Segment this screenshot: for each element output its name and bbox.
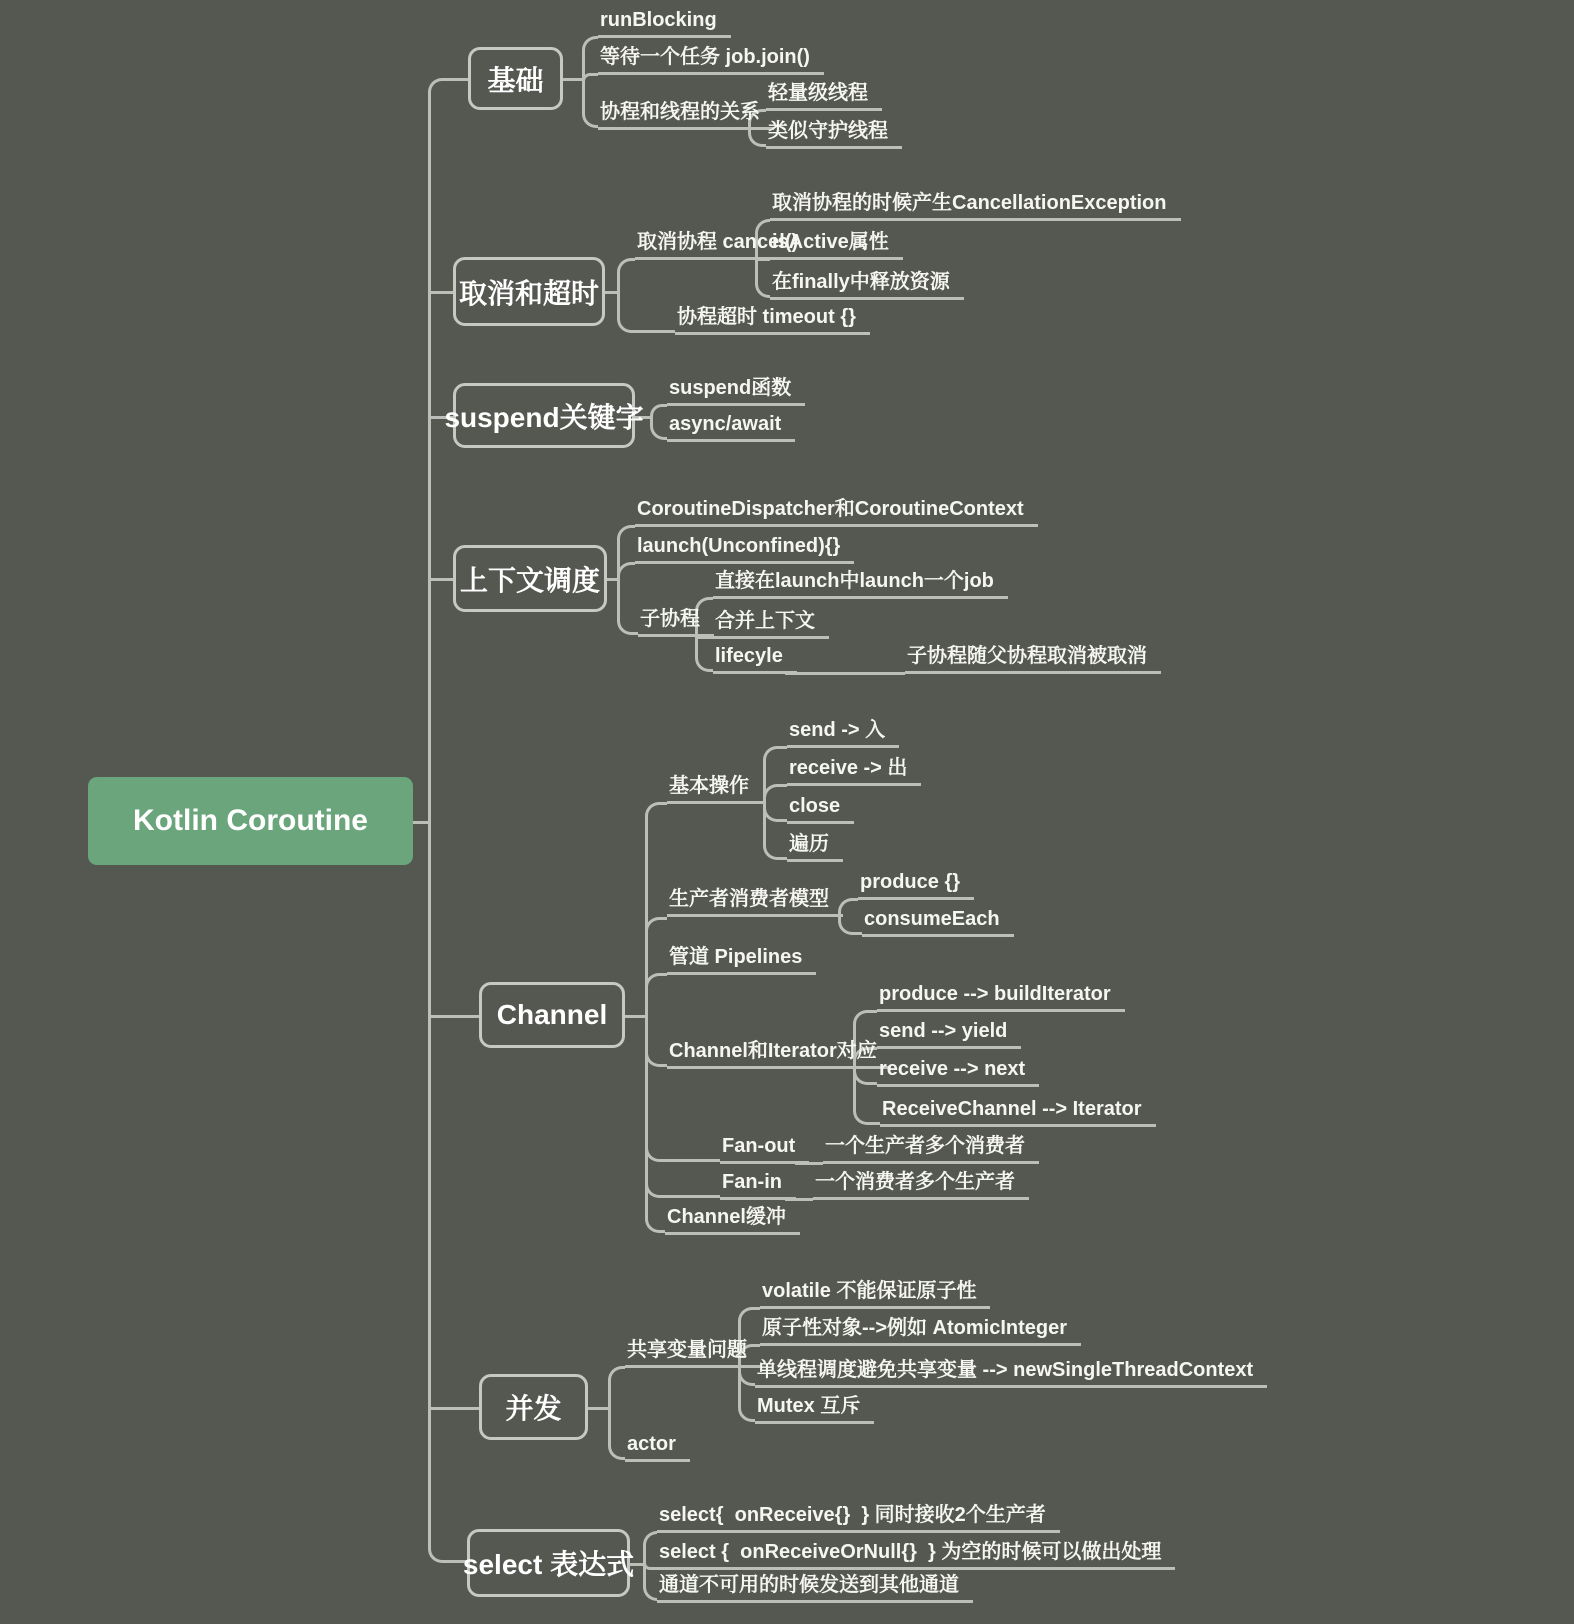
branch-cancel-timeout[interactable]: 取消和超时 xyxy=(453,257,605,326)
connector-line xyxy=(582,73,598,81)
connector-line xyxy=(563,78,582,81)
connector-line xyxy=(413,821,428,824)
node-suspend-function[interactable]: suspend函数 xyxy=(667,373,805,406)
node-receivechannel-iterator[interactable]: ReceiveChannel --> Iterator xyxy=(880,1094,1156,1127)
connector-line xyxy=(763,802,787,860)
node-mutex[interactable]: Mutex 互斥 xyxy=(755,1391,874,1424)
connector-line xyxy=(428,578,453,581)
node-atomic-object[interactable]: 原子性对象-->例如 AtomicInteger xyxy=(760,1313,1081,1346)
node-runblocking[interactable]: runBlocking xyxy=(598,5,731,38)
node-close[interactable]: close xyxy=(787,791,854,824)
branch-channel[interactable]: Channel xyxy=(479,982,625,1048)
node-single-thread-context[interactable]: 单线程调度避免共享变量 --> newSingleThreadContext xyxy=(755,1355,1267,1388)
connector-line xyxy=(650,404,667,416)
connector-line xyxy=(582,36,598,78)
connector-line xyxy=(645,802,667,1015)
connector-line xyxy=(645,1015,665,1233)
connector-line xyxy=(617,562,635,578)
connector-line xyxy=(617,578,638,635)
connector-line xyxy=(605,291,617,294)
connector-line xyxy=(428,821,467,1563)
branch-basics[interactable]: 基础 xyxy=(468,47,563,110)
connector-line xyxy=(748,128,766,147)
root-topic-kotlin-coroutine[interactable]: Kotlin Coroutine xyxy=(88,777,413,865)
node-consume-each[interactable]: consumeEach xyxy=(862,904,1014,937)
connector-line xyxy=(763,746,787,802)
node-pipelines[interactable]: 管道 Pipelines xyxy=(667,942,816,975)
connector-line xyxy=(643,1563,657,1601)
node-timeout[interactable]: 协程超时 timeout {} xyxy=(675,302,870,335)
connector-line xyxy=(625,1015,645,1018)
node-iterate[interactable]: 遍历 xyxy=(787,829,843,862)
connector-line xyxy=(428,1015,479,1018)
node-cancellation-exception[interactable]: 取消协程的时候产生CancellationException xyxy=(770,188,1181,221)
node-child-coroutine[interactable]: 子协程 xyxy=(638,604,714,637)
branch-context-dispatch[interactable]: 上下文调度 xyxy=(453,545,607,612)
node-async-await[interactable]: async/await xyxy=(667,409,795,442)
connector-line xyxy=(785,672,905,675)
connector-line xyxy=(695,635,713,672)
connector-line xyxy=(645,917,667,1015)
node-send-in[interactable]: send -> 入 xyxy=(787,715,899,748)
node-child-cancelled-with-parent[interactable]: 子协程随父协程取消被取消 xyxy=(905,641,1161,674)
node-produce[interactable]: produce {} xyxy=(858,867,974,900)
node-send-yield[interactable]: send --> yield xyxy=(877,1016,1021,1049)
connector-line xyxy=(738,1366,755,1386)
connector-line xyxy=(588,1407,608,1410)
node-lifecycle[interactable]: lifecyle xyxy=(713,641,797,674)
node-fan-out[interactable]: Fan-out xyxy=(720,1131,809,1164)
branch-select-expression[interactable]: select 表达式 xyxy=(467,1529,630,1597)
connector-line xyxy=(853,1067,880,1125)
connector-line xyxy=(643,1563,657,1570)
node-isactive[interactable]: isActive属性 xyxy=(770,227,903,260)
connector-line xyxy=(617,525,635,578)
node-lightweight-thread[interactable]: 轻量级线程 xyxy=(766,78,882,111)
connector-line xyxy=(650,416,667,440)
connector-line xyxy=(608,1366,625,1407)
connector-line xyxy=(608,1407,625,1460)
connector-line xyxy=(428,1407,479,1410)
node-daemon-thread[interactable]: 类似守护线程 xyxy=(766,116,902,149)
node-volatile[interactable]: volatile 不能保证原子性 xyxy=(760,1276,990,1309)
node-channel-buffer[interactable]: Channel缓冲 xyxy=(665,1202,800,1235)
node-basic-ops[interactable]: 基本操作 xyxy=(667,771,763,804)
connector-line xyxy=(428,291,453,294)
node-actor[interactable]: actor xyxy=(625,1429,690,1462)
node-launch-job-in-launch[interactable]: 直接在launch中launch一个job xyxy=(713,566,1008,599)
connector-line xyxy=(645,1015,667,1067)
connector-line xyxy=(617,291,675,333)
node-job-join[interactable]: 等待一个任务 job.join() xyxy=(598,42,824,75)
node-launch-unconfined[interactable]: launch(Unconfined){} xyxy=(635,531,854,564)
node-dispatcher-context[interactable]: CoroutineDispatcher和CoroutineContext xyxy=(635,494,1038,527)
node-select-onreceive[interactable]: select{ onReceive{} } 同时接收2个生产者 xyxy=(657,1500,1060,1533)
node-select-onreceiveornull[interactable]: select { onReceiveOrNull{} } 为空的时候可以做出处理 xyxy=(657,1537,1175,1570)
connector-line xyxy=(763,802,787,822)
connector-line xyxy=(607,578,617,581)
connector-line xyxy=(738,1366,755,1422)
connector-line xyxy=(617,258,635,291)
branch-concurrency[interactable]: 并发 xyxy=(479,1374,588,1440)
connector-line xyxy=(853,1067,877,1085)
node-channel-iterator[interactable]: Channel和Iterator对应 xyxy=(667,1036,891,1069)
node-merge-context[interactable]: 合并上下文 xyxy=(713,606,829,639)
connector-line xyxy=(582,78,598,128)
node-receive-out[interactable]: receive -> 出 xyxy=(787,753,921,786)
node-cancel[interactable]: 取消协程 cancel() xyxy=(635,227,812,260)
node-producer-consumer[interactable]: 生产者消费者模型 xyxy=(667,884,843,917)
node-fan-in-desc[interactable]: 一个消费者多个生产者 xyxy=(813,1167,1029,1200)
connector-line xyxy=(428,78,468,821)
connector-line xyxy=(643,1531,657,1563)
connector-line xyxy=(755,258,770,298)
node-produce-builditerator[interactable]: produce --> buildIterator xyxy=(877,979,1125,1012)
connector-line xyxy=(645,973,667,1015)
node-fan-out-desc[interactable]: 一个生产者多个消费者 xyxy=(823,1131,1039,1164)
node-receive-next[interactable]: receive --> next xyxy=(877,1054,1039,1087)
node-coroutine-thread-relation[interactable]: 协程和线程的关系 xyxy=(598,97,774,130)
node-select-send-other-channel[interactable]: 通道不可用的时候发送到其他通道 xyxy=(657,1570,973,1603)
connector-line xyxy=(838,917,862,935)
node-shared-variable[interactable]: 共享变量问题 xyxy=(625,1335,761,1368)
branch-suspend-keyword[interactable]: suspend关键字 xyxy=(453,383,635,448)
node-finally-release[interactable]: 在finally中释放资源 xyxy=(770,267,964,300)
node-fan-in[interactable]: Fan-in xyxy=(720,1167,796,1200)
connector-line xyxy=(763,784,787,802)
